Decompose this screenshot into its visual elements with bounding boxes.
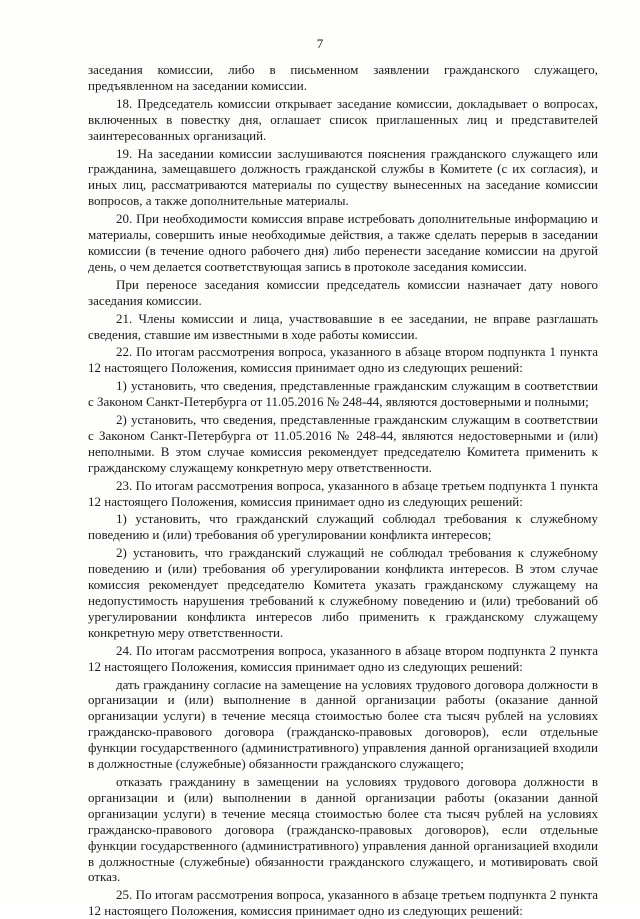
- paragraph-23: 23. По итогам рассмотрения вопроса, указанного в абзаце третьем подпункта 1 пункта 12 настоящего Положения, комиссия принимает одно из следующих решений:: [88, 477, 598, 509]
- paragraph-24: 24. По итогам рассмотрения вопроса, указанного в абзаце втором подпункта 2 пункта 12 настоящего Положения, комиссия принимает одно из следующих решений:: [88, 642, 598, 674]
- paragraph-22: 22. По итогам рассмотрения вопроса, указанного в абзаце втором подпункта 1 пункта 12 настоящего Положения, комиссия принимает одно из следующих решений:: [88, 344, 598, 376]
- paragraph-21: 21. Члены комиссии и лица, участвовавшие в ее заседании, не вправе разглашать сведения, ставшие им известными в ходе работы комиссии.: [88, 310, 598, 342]
- paragraph-18: 18. Председатель комиссии открывает заседание комиссии, докладывает о вопросах, включенных в повестку дня, оглашает список приглашенных лиц и представителей заинтересованных организаций.: [88, 95, 598, 143]
- paragraph-23-item-2: 2) установить, что гражданский служащий не соблюдал требования к служебному поведению и (или) требования об урегулировании конфликта интересов. В этом случае комиссия рекомендует председателю Комитета указать гражданскому служащему на недопустимость нарушения требований к служебному поведению и (или) требований об урегулировании конфликта интересов либо применить к гражданскому служащему конкретную меру ответственности.: [88, 545, 598, 640]
- paragraph-continuation: заседания комиссии, либо в письменном заявлении гражданского служащего, предъявленном на заседании комиссии.: [88, 62, 598, 93]
- paragraph-23-item-1: 1) установить, что гражданский служащий соблюдал требования к служебному поведению и (или) требования об урегулировании конфликта интересов;: [88, 511, 598, 543]
- paragraph-20: 20. При необходимости комиссия вправе истребовать дополнительные информацию и материалы, совершить иные необходимые действия, а также сделать перерыв в заседании комиссии (в течение одного рабочего дня) либо перенести заседание комиссии на другой день, о чем делается соответствующая запись в протоколе заседания комиссии.: [88, 211, 598, 274]
- paragraph-24-consent: дать гражданину согласие на замещение на условиях трудового договора должности в организации и (или) выполнение в данной организации работы (оказание данной организации услуги) в течение месяца стоимостью более ста тысяч рублей на условиях гражданско-правового договора (гражданско-правовых договоров), если отдельные функции государственного (административного) управления данной организацией входили в должностные (служебные) обязанности гражданского служащего;: [88, 676, 598, 772]
- paragraph-20-postponement: При переносе заседания комиссии председатель комиссии назначает дату нового заседания комиссии.: [88, 276, 598, 308]
- paragraph-25: 25. По итогам рассмотрения вопроса, указанного в абзаце третьем подпункта 2 пункта 12 настоящего Положения, комиссия принимает одно из следующих решений:: [88, 887, 598, 919]
- paragraph-24-refusal: отказать гражданину в замещении на условиях трудового договора должности в организации и (или) выполнении в данной организации работы (оказании данной организации услуги) в течение месяца стоимостью более ста тысяч рублей на условиях гражданско-правового договора (гражданско-правовых договоров), если отдельные функции государственного (административного) управления данной организацией входили в должностные (служебные) обязанности гражданского служащего, и мотивировать свой отказ.: [88, 773, 598, 885]
- page-number: 7: [316, 36, 324, 51]
- document-body: [88, 62, 598, 919]
- paragraph-22-item-1: 1) установить, что сведения, представленные гражданским служащим в соответствии с Законом Санкт-Петербурга от 11.05.2016 № 248-44, являются достоверными и полными;: [88, 378, 598, 410]
- paragraph-22-item-2: 2) установить, что сведения, представленные гражданским служащим в соответствии с Законом Санкт-Петербурга от 11.05.2016 № 248-44, являются недостоверными и (или) неполными. В этом случае комиссия рекомендует председателю Комитета применить к гражданскому служащему конкретную меру ответственности.: [88, 412, 598, 475]
- paragraph-19: 19. На заседании комиссии заслушиваются пояснения гражданского служащего или гражданина, замещавшего должность гражданской службы в Комитете (с их согласия), и иных лиц, рассматриваются материалы по существу вынесенных на заседание комиссии вопросов, а также дополнительные материалы.: [88, 145, 598, 209]
